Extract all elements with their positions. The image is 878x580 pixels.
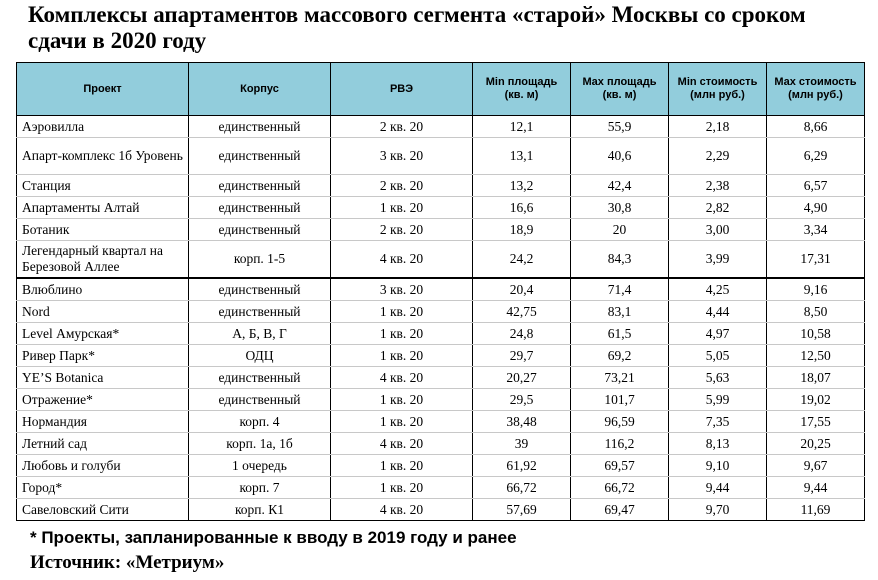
table-cell: 13,1: [473, 138, 571, 175]
table-cell: 4 кв. 20: [331, 241, 473, 279]
table-cell: 1 кв. 20: [331, 411, 473, 433]
table-cell: 18,07: [767, 367, 865, 389]
table-cell: 61,92: [473, 455, 571, 477]
table-row: [17, 175, 865, 197]
table-cell: 3 кв. 20: [331, 278, 473, 301]
table-cell: 1 кв. 20: [331, 389, 473, 411]
table-cell: 96,59: [571, 411, 669, 433]
table-cell: единственный: [189, 197, 331, 219]
table-cell: ОДЦ: [189, 345, 331, 367]
table-cell: 57,69: [473, 499, 571, 521]
table-cell: корп. 1а, 1б: [189, 433, 331, 455]
table-cell: 38,48: [473, 411, 571, 433]
table-cell: 24,2: [473, 241, 571, 279]
table-cell: 12,50: [767, 345, 865, 367]
table-cell: 1 очередь: [189, 455, 331, 477]
table-cell: 2,29: [669, 138, 767, 175]
table-cell: единственный: [189, 116, 331, 138]
table-cell: 3,99: [669, 241, 767, 279]
table-cell: 11,69: [767, 499, 865, 521]
table-cell: 69,47: [571, 499, 669, 521]
table-cell: 1 кв. 20: [331, 323, 473, 345]
table-cell: 66,72: [473, 477, 571, 499]
table-row: [17, 367, 865, 389]
table-cell: 42,75: [473, 301, 571, 323]
table-cell: 4 кв. 20: [331, 433, 473, 455]
project-name-cell: Апарт-комплекс 1б Уровень: [17, 138, 189, 175]
table-cell: единственный: [189, 389, 331, 411]
table-cell: 29,7: [473, 345, 571, 367]
table-row: [17, 197, 865, 219]
project-name-cell: Апартаменты Алтай: [17, 197, 189, 219]
table-cell: 4,44: [669, 301, 767, 323]
table-cell: 19,02: [767, 389, 865, 411]
table-cell: единственный: [189, 301, 331, 323]
table-cell: 4 кв. 20: [331, 367, 473, 389]
table-cell: 2 кв. 20: [331, 175, 473, 197]
table-cell: 9,67: [767, 455, 865, 477]
table-cell: единственный: [189, 219, 331, 241]
table-cell: 2,18: [669, 116, 767, 138]
table-row: [17, 433, 865, 455]
table-cell: А, Б, В, Г: [189, 323, 331, 345]
table-cell: 73,21: [571, 367, 669, 389]
table-cell: 20: [571, 219, 669, 241]
table-cell: 9,16: [767, 278, 865, 301]
table-row: [17, 301, 865, 323]
table-cell: 83,1: [571, 301, 669, 323]
table-cell: 69,57: [571, 455, 669, 477]
table-cell: 5,05: [669, 345, 767, 367]
table-cell: 20,4: [473, 278, 571, 301]
table-cell: 9,44: [767, 477, 865, 499]
table-cell: 17,31: [767, 241, 865, 279]
table-cell: 3,00: [669, 219, 767, 241]
table-cell: 12,1: [473, 116, 571, 138]
table-cell: 66,72: [571, 477, 669, 499]
table-row: [17, 323, 865, 345]
table-cell: единственный: [189, 175, 331, 197]
table-row: [17, 477, 865, 499]
table-cell: 20,25: [767, 433, 865, 455]
table-cell: единственный: [189, 278, 331, 301]
table-cell: 55,9: [571, 116, 669, 138]
table-row: [17, 499, 865, 521]
column-header: Проект: [17, 63, 189, 116]
table-header-row: [17, 63, 865, 116]
table-cell: 8,13: [669, 433, 767, 455]
table-cell: 16,6: [473, 197, 571, 219]
apartments-table: [16, 62, 865, 521]
table-row: [17, 219, 865, 241]
table-cell: 4,90: [767, 197, 865, 219]
project-name-cell: Влюблино: [17, 278, 189, 301]
table-cell: 1 кв. 20: [331, 455, 473, 477]
table-cell: 8,66: [767, 116, 865, 138]
table-row: [17, 116, 865, 138]
table-cell: 2,82: [669, 197, 767, 219]
column-header: Min стоимость (млн руб.): [669, 63, 767, 116]
table-cell: 6,57: [767, 175, 865, 197]
table-cell: 3,34: [767, 219, 865, 241]
table-cell: 40,6: [571, 138, 669, 175]
table-cell: единственный: [189, 138, 331, 175]
table-cell: 10,58: [767, 323, 865, 345]
project-name-cell: Станция: [17, 175, 189, 197]
table-cell: 1 кв. 20: [331, 477, 473, 499]
source-note: Источник: «Метриум»: [30, 552, 225, 573]
table-row: [17, 345, 865, 367]
table-cell: 9,44: [669, 477, 767, 499]
table-cell: 4,25: [669, 278, 767, 301]
table-cell: 1 кв. 20: [331, 345, 473, 367]
project-name-cell: Аэровилла: [17, 116, 189, 138]
table-cell: 4,97: [669, 323, 767, 345]
table-cell: 18,9: [473, 219, 571, 241]
column-header: Max стоимость (млн руб.): [767, 63, 865, 116]
table-row: [17, 241, 865, 279]
column-header: Max площадь (кв. м): [571, 63, 669, 116]
table-cell: корп. 4: [189, 411, 331, 433]
table-cell: 116,2: [571, 433, 669, 455]
column-header: РВЭ: [331, 63, 473, 116]
table-cell: 42,4: [571, 175, 669, 197]
table-body: [17, 116, 865, 521]
table-cell: 6,29: [767, 138, 865, 175]
project-name-cell: Город*: [17, 477, 189, 499]
table-cell: 24,8: [473, 323, 571, 345]
table-row: [17, 138, 865, 175]
project-name-cell: Level Амурская*: [17, 323, 189, 345]
table-cell: 5,99: [669, 389, 767, 411]
project-name-cell: Ботаник: [17, 219, 189, 241]
footnote: * Проекты, запланированные к вводу в 2019 году и ранее: [30, 528, 517, 547]
table-cell: 1 кв. 20: [331, 301, 473, 323]
column-header: Корпус: [189, 63, 331, 116]
column-header: Min площадь (кв. м): [473, 63, 571, 116]
table-cell: 17,55: [767, 411, 865, 433]
table-cell: корп. 7: [189, 477, 331, 499]
table-cell: 1 кв. 20: [331, 197, 473, 219]
table-cell: корп. К1: [189, 499, 331, 521]
project-name-cell: Савеловский Сити: [17, 499, 189, 521]
table-cell: 71,4: [571, 278, 669, 301]
table-row: [17, 389, 865, 411]
project-name-cell: Любовь и голуби: [17, 455, 189, 477]
table-row: [17, 455, 865, 477]
table-cell: 4 кв. 20: [331, 499, 473, 521]
table-cell: 9,10: [669, 455, 767, 477]
table-row: [17, 278, 865, 301]
table-row: [17, 411, 865, 433]
table-cell: 84,3: [571, 241, 669, 279]
table-cell: 20,27: [473, 367, 571, 389]
table-cell: 7,35: [669, 411, 767, 433]
project-name-cell: YE’S Botanica: [17, 367, 189, 389]
table-cell: 101,7: [571, 389, 669, 411]
table-cell: 69,2: [571, 345, 669, 367]
table-cell: 2 кв. 20: [331, 116, 473, 138]
table-cell: 5,63: [669, 367, 767, 389]
project-name-cell: Легендарный квартал на Березовой Аллее: [17, 241, 189, 279]
table-cell: 13,2: [473, 175, 571, 197]
project-name-cell: Nord: [17, 301, 189, 323]
table-cell: 39: [473, 433, 571, 455]
page-title: Комплексы апартаментов массового сегмента «старой» Москвы со сроком сдачи в 2020 году: [28, 2, 806, 53]
table-cell: 2 кв. 20: [331, 219, 473, 241]
table-cell: корп. 1-5: [189, 241, 331, 279]
table-cell: 29,5: [473, 389, 571, 411]
project-name-cell: Летний сад: [17, 433, 189, 455]
table-cell: 30,8: [571, 197, 669, 219]
table-cell: 3 кв. 20: [331, 138, 473, 175]
table-cell: единственный: [189, 367, 331, 389]
table-cell: 9,70: [669, 499, 767, 521]
table-cell: 2,38: [669, 175, 767, 197]
project-name-cell: Ривер Парк*: [17, 345, 189, 367]
table-cell: 8,50: [767, 301, 865, 323]
project-name-cell: Отражение*: [17, 389, 189, 411]
table-cell: 61,5: [571, 323, 669, 345]
project-name-cell: Нормандия: [17, 411, 189, 433]
